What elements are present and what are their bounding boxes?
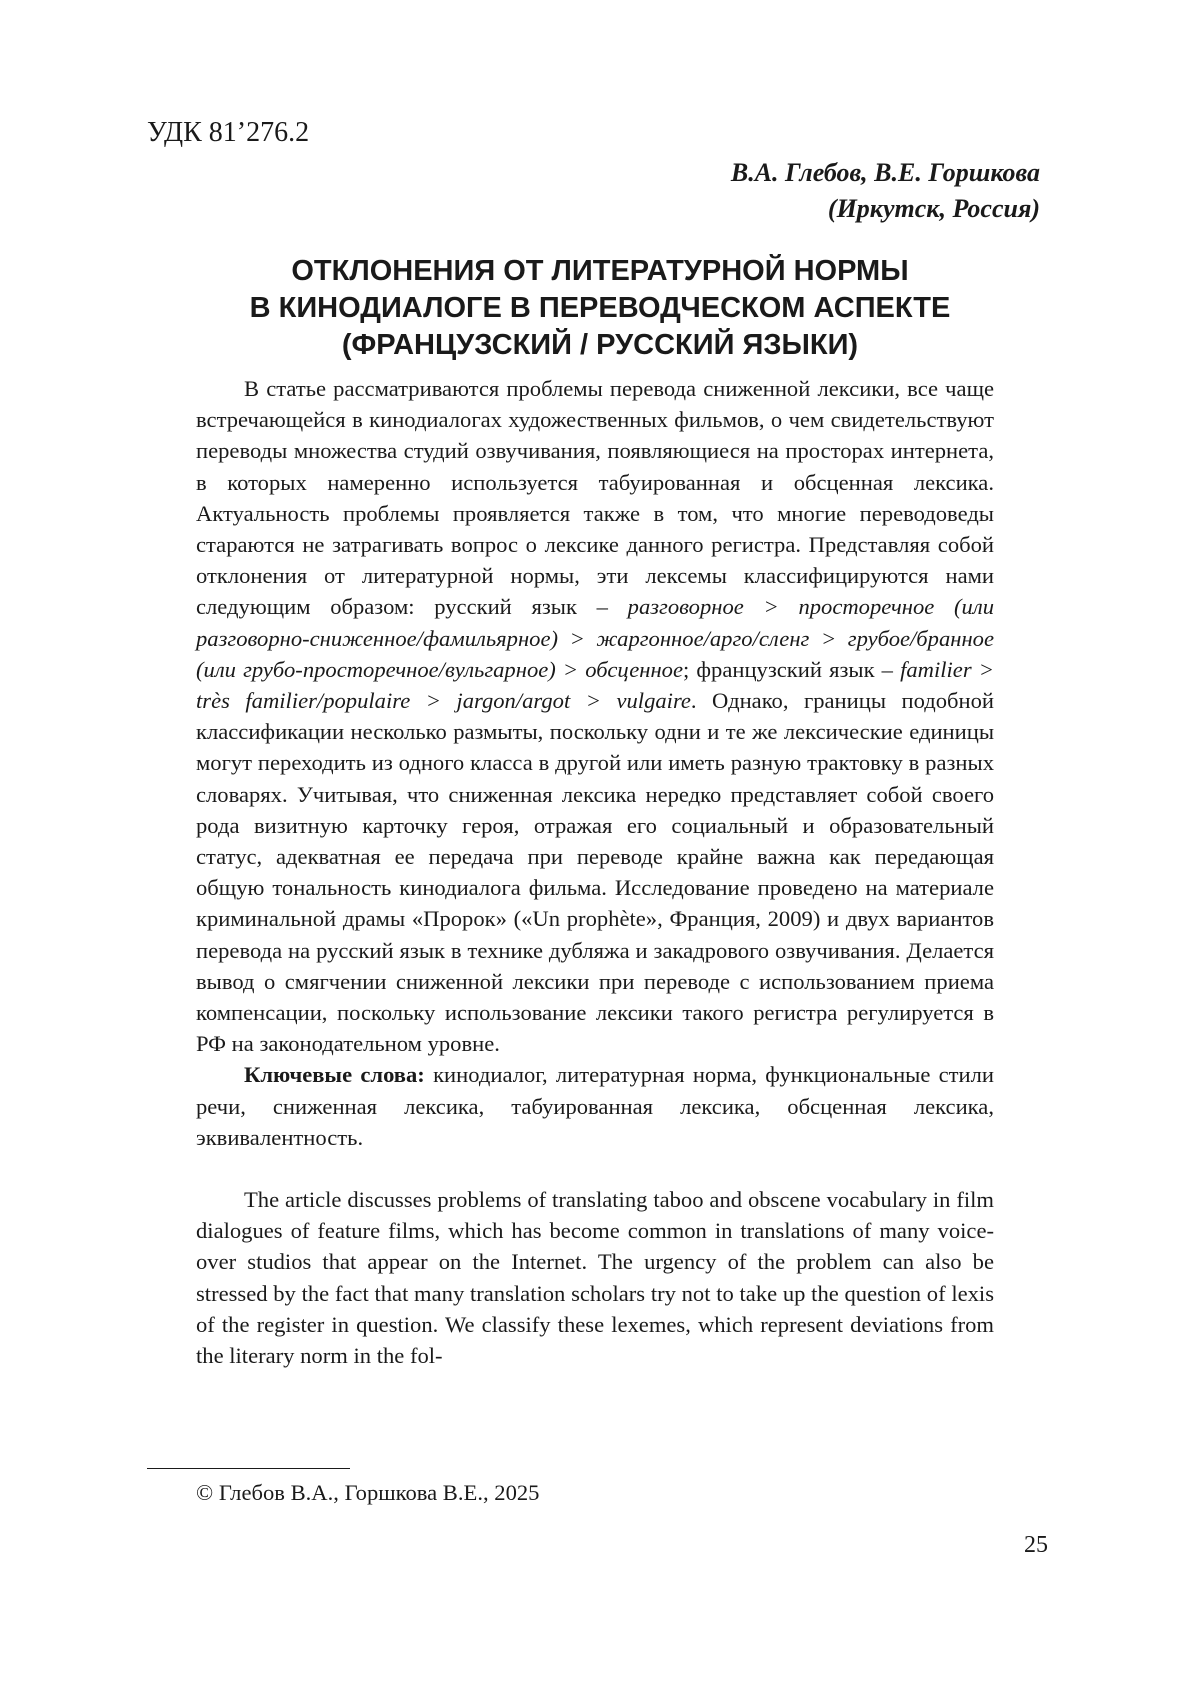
title-line-1: ОТКЛОНЕНИЯ ОТ ЛИТЕРАТУРНОЙ НОРМЫ [160, 253, 1040, 290]
title-line-3: (ФРАНЦУЗСКИЙ / РУССКИЙ ЯЗЫКИ) [160, 327, 1040, 364]
article-title [160, 253, 1040, 364]
author-location: (Иркутск, Россия) [731, 191, 1040, 227]
abstract-ru-mid: ; французский язык – [683, 657, 900, 682]
russian-register-scale: разговорное > просторечное (или разговорно-сни­женное/фамильярное) > жаргонное/арго/сленг > грубое/бранное (или грубо-просторечное/вульгарное) > обсценное [196, 594, 994, 681]
abstract-ru-intro: В статье рассматриваются проблемы перевода сниженной лексики, все чаще встречающейся в кинодиалогах художественных фильмов, о чем свидетельствуют переводы множества студий озвучивания, появля­ющиеся на просторах интернета, в которых намеренно используется та­буированная и обсценная лексика. Актуальность проблемы проявляется также в том, что многие переводоведы стараются не затрагивать вопрос о лексике данного регистра. Представляя собой отклонения от литера­турной нормы, эти лексемы классифицируются нами следующим обра­зом: русский язык – [196, 376, 994, 619]
author-block [731, 155, 1040, 227]
french-register-scale: fam­ilier > très familier/populaire > jargon/argot > vulgaire [196, 657, 994, 713]
author-names: В.А. Глебов, В.Е. Горшкова [731, 155, 1040, 191]
copyright-footnote: © Глебов В.А., Горшкова В.Е., 2025 [196, 1478, 539, 1508]
keywords-text: кинодиалог, литературная норма, функциональ­ные стили речи, сниженная лексика, табуированная лексика, обсценная лексика, эквивалентность. [196, 1062, 994, 1149]
abstract-block [196, 373, 994, 1371]
abstract-english: The article discusses problems of translating taboo and obscene vocab­ulary in film dialogues of feature films, which has become common in trans­lations of many voice-over studios that appear on the Internet. The urgency of the problem can also be stressed by the fact that many translation scholars try not to take up the question of lexis of the register in question. We classify these lexemes, which represent deviations from the literary norm in the fol- [196, 1184, 994, 1371]
title-line-2: В КИНОДИАЛОГЕ В ПЕРЕВОДЧЕСКОМ АСПЕКТЕ [160, 290, 1040, 327]
footnote-divider [147, 1468, 350, 1469]
abstract-russian [196, 373, 994, 1059]
keywords-label: Ключевые слова: [244, 1062, 425, 1087]
abstract-ru-rest: . Однако, границы подобной классификации несколько размыты, поскольку одни и те же лексические единицы могут переходить из одного класса в другой или иметь разную трактовку в разных словарях. Учитывая, что сниженная лексика нередко представляет собой своего рода визитную карточку ге­роя, отражая его социальный и образовательный статус, адекватная ее передача при переводе крайне важна как передающая общую тональ­ность кинодиалога фильма. Исследование проведено на материале кри­минальной драмы «Пророк» («Un prophète», Франция, 2009) и двух ва­риантов перевода на русский язык в технике дубляжа и закадрового оз­вучивания. Делается вывод о смягчении сниженной лексики при пере­воде с использованием приема компенсации, поскольку использование лексики такого регистра регулируется в РФ на законодательном уровне. [196, 688, 994, 1056]
keywords-paragraph [196, 1059, 994, 1153]
udk-code: УДК 81’276.2 [147, 116, 309, 150]
journal-page [0, 0, 1200, 1703]
page-number: 25 [1024, 1530, 1048, 1560]
